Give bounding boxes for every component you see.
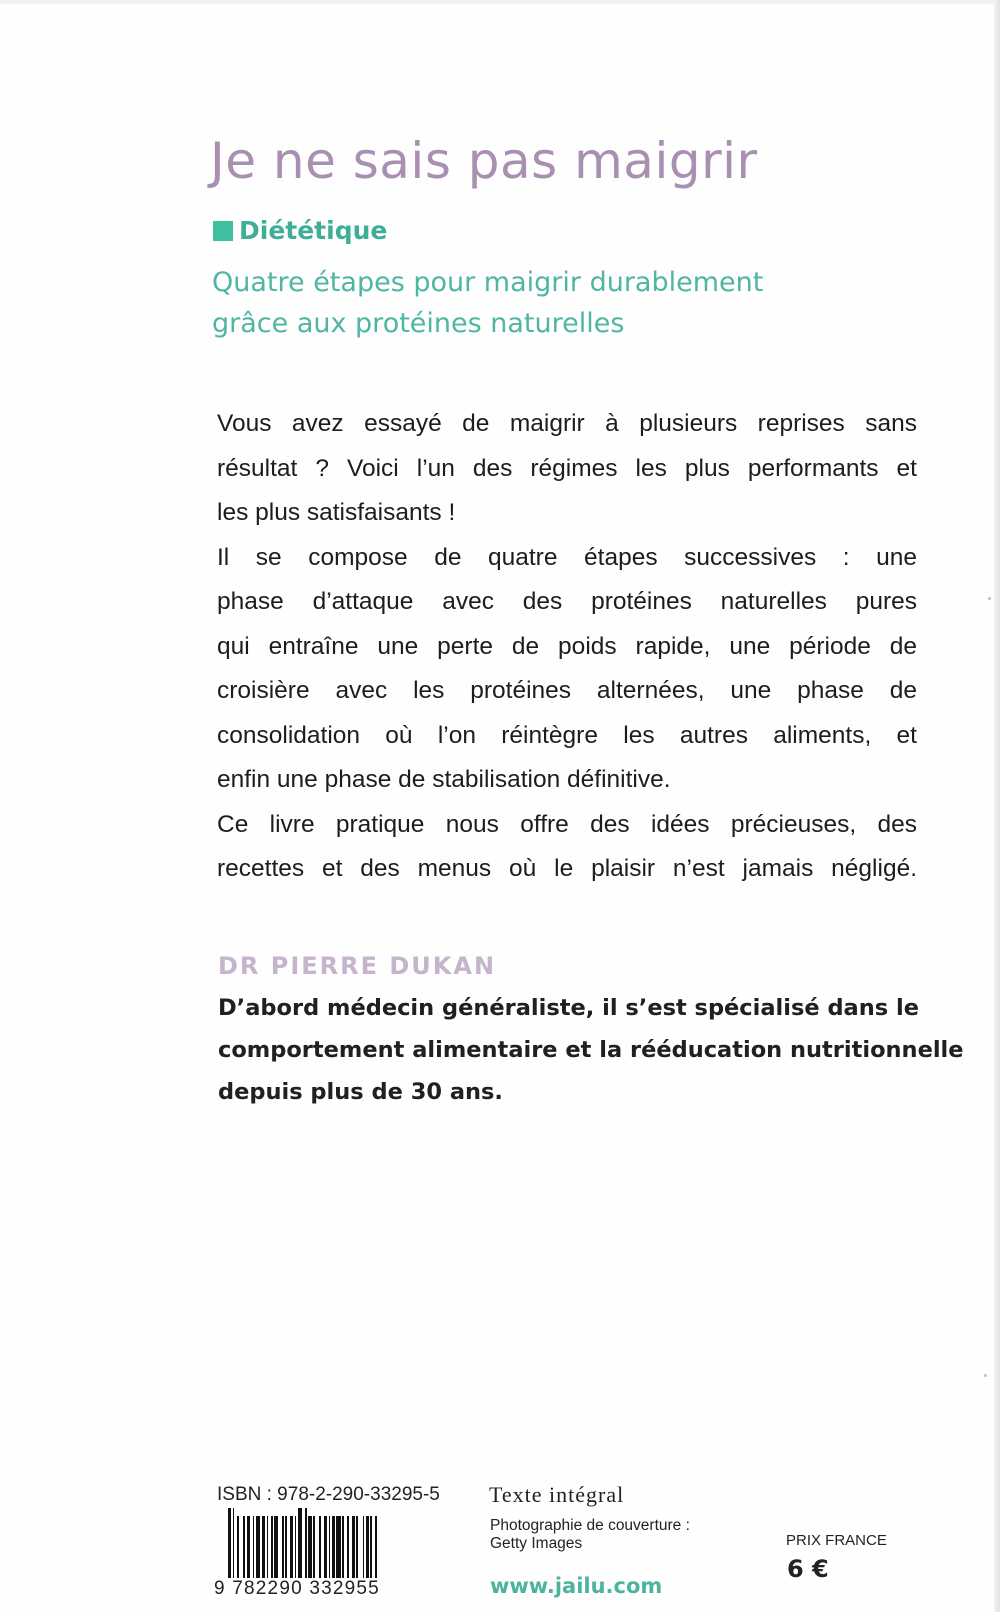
description-line: enfin une phase de stabilisation définitive.: [217, 766, 671, 793]
isbn: ISBN : 978-2-290-33295-5: [217, 1484, 440, 1505]
description-line: résultat ? Voici l’un des régimes les plus performants et: [217, 454, 917, 482]
right-edge: [994, 0, 1000, 1612]
description-line: consolidation où l’on réintègre les autres aliments, et: [217, 721, 917, 749]
barcode-digits: 9 782290 332955: [214, 1578, 380, 1599]
description-line: recettes et des menus où le plaisir n’est jamais négligé.: [217, 855, 917, 882]
price: 6 €: [787, 1555, 829, 1583]
category-tag: [213, 216, 387, 245]
author-name: DR PIERRE DUKAN: [218, 952, 497, 980]
description-line: Il se compose de quatre étapes successives : une: [217, 543, 917, 571]
subtitle-line: Quatre étapes pour maigrir durablement: [212, 267, 764, 298]
book-subtitle: [212, 262, 932, 344]
barcode-image: [228, 1514, 446, 1578]
book-description: [217, 402, 917, 892]
book-title: Je ne sais pas maigrir: [210, 132, 758, 190]
category-square-icon: [213, 221, 233, 241]
paper-speck: [988, 597, 991, 600]
top-edge: [0, 0, 1000, 4]
description-line: Ce livre pratique nous offre des idées précieuses, des: [217, 810, 917, 838]
photo-credit: [490, 1517, 730, 1553]
description-line: Vous avez essayé de maigrir à plusieurs reprises sans: [217, 410, 917, 437]
photo-credit-line: Getty Images: [490, 1535, 583, 1552]
paper-speck: [984, 1374, 987, 1377]
description-line: croisière avec les protéines alternées, une phase de: [217, 677, 917, 704]
price-label: PRIX FRANCE: [786, 1532, 887, 1549]
bio-line: D’abord médecin généraliste, il s’est spécialisé dans le: [218, 995, 919, 1021]
category-label: Diététique: [239, 216, 388, 245]
subtitle-line: grâce aux protéines naturelles: [212, 308, 625, 339]
barcode-bar: [377, 1508, 382, 1578]
description-line: phase d’attaque avec des protéines naturelles pures: [217, 588, 917, 615]
bio-line: comportement alimentaire et la rééducation nutritionnelle: [218, 1037, 964, 1063]
bio-line: depuis plus de 30 ans.: [218, 1079, 503, 1105]
publisher-website: www.jailu.com: [490, 1574, 663, 1598]
edition-label: Texte intégral: [489, 1482, 625, 1507]
photo-credit-line: Photographie de couverture :: [490, 1517, 690, 1534]
description-line: qui entraîne une perte de poids rapide, une période de: [217, 632, 917, 660]
author-bio: [218, 987, 964, 1113]
description-line: les plus satisfaisants !: [217, 499, 456, 526]
